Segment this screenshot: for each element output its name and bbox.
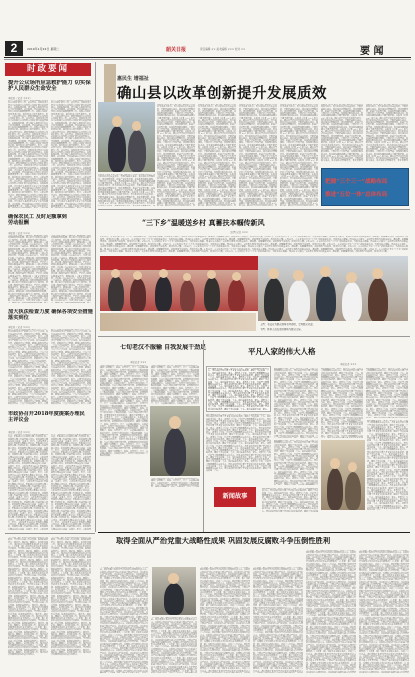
article-3-body-col2: 近日，市领导带队检查春节前安全生产工作，要求各地各部门严格落实安全生产责任制，加大执法检查力度，消除各类安全隐患，确保人民群众度过一个安全祥和的春节。近日，市领导带队检查春节前安全生产工作，要求各地各部门严格落实安全生产责任制，加大执法检查力度，消除各类安全隐患，确保人民群众度过一个安全祥和的春节。近日，市领导带队检查春节前安全生产工作，要求各地各部门严格落实安全生产责任制，加大执法检查力度，消除各类安全隐患，确保人民群众度过一个安全祥和的春节。近日，市领导带队检查春节前安全生产工作，要求各地各部门严格落实安全生产责任制，加大执法检查力度，消除各类安全隐患，确保人民群众度过一个安全祥和的春节。近日，市领导带队检查春节前安全生产工作，要求各地各部门严格落实安全生产责任制，加大执法检查力度，消除各类安全隐患，确保人民群众度过一个安全祥和的春节。近日，市领导带队检查春节前安全生产工作，要求各地各部门严格落实安全生产责任制，加大执法检查力度，消除各类安全隐患，确保人民群众度过一个安全祥和的春节。近日，市领导带队检查春节前安全生产工作，要求各地各部门严格落实安全生产责任制，加大执法检查力度，消除各类安全隐患，确保人民群众度过一个安全祥和的春节。近日，市领导带队检查春节前安全生产工作，要求各地各部门严格落实安全生产责任制，加大执法检查力度，消除各类安全隐患，确保人民群众度过一个安全祥和的春节。近日，市领导带队检查春节前安全生产工作，要求各地各部门严格落实安全生产责任制，加大执法检查力度，消除各类安全隐患，确保人民群众度过一个安全祥和的春节。近日，市领: [51, 329, 91, 405]
lead-body-col5: 本报讯（记者 ××）近年来，确山县坚持以改革创新为动力，着力推动经济高质量发展，不断增进民生福祉。该县深化放管服改革，优化营商环境，推进产业转型升级，加快新型城镇化建设，全面打好三大攻坚战，各项事业取得新成效，群众获得感幸福感安全感不断增强。本报讯（记者 ××）近年来，确山县坚持以改革创新为动力，着力推动经济高质量发展，不断增进民生福祉。该县深化放管服改革，优化营商环境，推进产业转型升级，加快新型城镇化建设，全面打好三大攻坚战，各项事业取得新成效，群众获得感幸福感安全感不断增强。本报讯（记者 ××）近年来，确山县坚持以改革创新为动力，着力推动经济高质量发展，不断增进民生福祉。该县深化放管服改革，优化营商环境，推进产业转型升级，加快新型城镇化建设，全面打好三大攻坚战，各项事业取得新成效，群众获得感幸福感安全感不断增强。本报讯（记者 ××）近年来，确山县坚持以改革创新为动力，着力推动经济高质量发展，不断增进民生福祉。该县深化放管服改革，优化营商环境，推进产业转型升级，加快新型城镇化建设，全面打好三大攻坚战，各项事业取得新成效，群众获得感幸福感安全感不断增强。本报讯（记者 ××）近年来，确山县坚持以改革创新为动力，着力推动经济高质量发展，不断增进民生福祉。该县深化放管服改革，优化营商环: [321, 104, 363, 162]
masthead-paper-name: 韶关日报: [166, 47, 187, 53]
person-head: [348, 462, 357, 472]
person-figure: [327, 468, 343, 510]
person-figure: [204, 277, 220, 311]
story-family-body-col0: 他们是最平凡的一家人，却用几十年如一日的坚守照顾瘫痪在床的亲人，用朴素的行动诠释了孝老爱亲的传统美德，感动了身边的每一个人。他们是最平凡的一家人，却用几十年如一日的坚守照顾瘫痪在床的亲人，用朴素的行动诠释了孝老爱亲的传统美德，感动了身边的每一个人。他们是最平凡的一家人，却用几十年如一日的坚守照顾瘫痪在床的亲人，用朴素的行动诠释了孝老爱亲的传统美德，感动了身边的每一个人。他们是最平凡的一家人，却用几十年如一日的坚守照顾瘫痪在床的亲人，用朴素的行动诠释了孝老爱亲的传统美德，感动了身边的每一个人。他们是最平凡的一家人，却用几十年如一日的坚守照顾瘫痪在床的亲人，用朴素的行动诠释了孝老爱亲的传统美德，感动了身边的每一个人。他们是最平凡的一家人，却用几十年如一日的坚守照顾瘫痪在床的亲人，用朴素的行动诠释了孝老爱亲的传统美德，感动了身边的每一个人。他们是最平凡的一家人，却用几十年如一日的坚守照顾瘫痪在床的亲人，用朴素的行动诠释了孝老爱亲的传统美德，感动了身边的每一个人。他们是最平凡的一家人，却用几十年如一日的坚守照顾瘫痪在床的亲人，用朴素的行动诠释了孝老爱亲的传统美德，感动了身边的每一个人。他们是最平凡的一家人，却用几十年如一日的坚守照顾瘫痪在床的亲人，用朴素的行动诠释了孝老爱亲的传统美德，感动了身边的每一个人。他们是最平凡的一家人，却用几十年如一日的坚守照顾瘫痪在床的亲人，用朴素的行动诠释了孝老爱亲的传统美德，感动了身边的每一个人。他们是最平凡的一家人，却用几十年如一日的坚守照顾瘫痪在床的亲人，用朴素的行动诠释了孝老爱亲的传统美德，感动了身边的每一个人。他们是最平凡的一家人，却用几十年如一日的坚守照顾瘫痪在床的亲人，用朴素的行动诠释了孝老爱亲的传统美德，感动了身边的每一个人。他们是最平凡的一家人，却用几十年如一日的坚守照顾瘫痪在床的亲人，用朴素的行动诠释了孝老爱亲的传统美德，感动了身边的每一个人。: [206, 414, 271, 473]
bottom-body-col4: （上接第一版）习近平在讲话中指出，党的十八大以来，我们着眼于新时代坚持和发展中国特色社会主义，以前所未有的勇气和定力推进全面从严治党，党内政治生活气象更新，党内政治生态明显好转，党的创造力凝聚力战斗力显著增强，全面从严治党取得重大战略性成果，反腐败斗争压倒性态势已经形成并巩固发展。（上接第一版）习近平在讲话中指出，党的十八大以来，我们着眼于新时代坚持和发展中国特色社会主义，以前所未有的勇气和定力推进全面从严治党，党内政治生活气象更新，党内政治生态明显好转，党的创造力凝聚力战斗力显著增强，全面从严治党取得重大战略性成果，反腐败斗争压倒性态势已经形成并巩固发展。（上接第一版）习近平在讲话中指出，党的十八大以来，我们着眼于新时代坚持和发展中国特色社会主义，以前所未有的勇气和定力推进全面从严治党，党内政治生活气象更新，党内政治生态明显好转，党的创造力凝聚力战斗力显著增强，全面从严治党取得重大战略性成果，反腐败斗争压倒性态势已经形成并巩固发展。（上接第一版）习近平在讲话中指出，党的十八大以来，我们着眼于新时代坚持和发展中国特色社会主义，以前所未有的勇气和定力推进全面从严治党，党内政治生活气象更新，党内政治生态明显好转，党的创造力凝聚力战斗力显著增强，全面从严治党取得重大战略性成果，反腐败斗争压倒性态势已经形成并巩固发展。（上接第一版）习近平在讲话中指出，党的十八大以来，我们着眼于新时代坚持和发展中国特色社会主义，以前所未有的勇气和定力推进全面从严治党，党内政治生活气象更新，党内政治生态明显好转，党的创造力凝聚力战斗力显著增强，全面从严治党取得重大战略性成果，反腐败斗争压倒性态势已经形成并巩固发展。（上接第一版）习近平在讲话中指出，党的十八大以来，我们着眼于新时代坚持和发展中国特色社会主义，以前所未有的勇气和定力推进全面从严治党，党内政治生活气象更新，党内政治生态明显好转，党的创造力凝聚力战斗力显著增强，全面从严治党取得重大战略性成果，反腐败斗争压倒性态势已经形成并巩固发展。（上接第一版）习近平在讲话中指出，党的十八大以来，我们着眼于新时代坚持和发展中国特色社会主义，以前所未有的勇气和定力推进全面从严治党，党内政治生活气象更新，党内政治生态明显好转，党的创造力凝聚力战斗力显著增强，全面从严治党取得重大战略性成果，反腐败斗争压倒性态势已经形成并巩固发展。（上接第一版）习近平在讲话中指出，党的十八大以来，我们着眼于新时代坚持和发展中国特色社会主义，以前所未有的勇气和定力推进全面从严治党，党内政治生活气象更新，党内政治生态明显好转，党的创造力凝聚力战斗力显著增强，全面从严治党取得重大战略性成果，反腐败斗争压倒性态势已经形成并巩固发展。（上接第一版）习近平在讲话中指出，党的十八大以来，我们着眼于新时代坚持和发展中国特色社会主: [253, 567, 303, 673]
column-header-title: 时政要闻: [6, 64, 90, 75]
person-figure: [164, 428, 186, 476]
article-1-body-col2: 昨日，市政府召开会议，研究部署提升公众场所应急救护能力工作。会议要求，各地各部门要充分认识提升公众场所应急救护能力的重要意义，加强统筹协调，切实保护人民群众生命安全和身体健康。会议强调，要加快推进公共场所自动体外除颤器配置工作，加强应急救护知识普及培训，提高群众自救互救能力。昨日，市政府召开会议，研究部署提升公众场所应急救护能力工作。会议要求，各地各部门要充分认识提升公众场所应急救护能力的重要意义，加强统筹协调，切实保护人民群众生命安全和身体健康。会议强调，要加快推进公共场所自动体外除颤器配置工作，加强应急救护知识普及培训，提高群众自救互救能力。昨日，市政府召开会议，研究部署提升公众场所应急救护能力工作。会议要求，各地各部门要充分认识提升公众场所应急救护能力的重要意义，加强统筹协调，切实保护人民群众生命安全和身体健康。会议强调，要加快推进公共场所自动体外除颤器配置工作，加强应急救护知识普及培训，提高群众自救互救能力。昨日，市政府召开会议，研究部署提升公众场所应急救护能力工作。会议要求，各地各部门要充分认识提升公众场所应急救护能力的重要意义，加强统筹协调，切实保护人民群众生命安全和身体健康。会议强调，要加快推进公共场所自动体外除颤器配置工作，加强应急救护知识普及培训，提高群众自救互救能力。昨日，市政府召开会议，研究部署提升公众场所应急救护能力工作。会议要求，各地各部门要充分认识提升公众场所应急救护能力的重要意义，加强统筹协调，切实保护人民群众生命安全和身体健康。会议强调，要加快推进公共场所自动体外除颤器配置工作，加强应急救护知识普及培训，提高群众自救互救能力。昨日，市政府召开会议，研究部署提升公众场所应急救护能力工作。会议要求，各地各部门要充分认识提升公众场所应急救护能力的重要意义，加强统筹协调，切实保护人民群众生命安全和身体健康。会议强调，要加快推进公共场所自动体外除颤器配置工作，加强应急救护知识普及培训，提高群众自救互救能力。昨日，市政府召开会议，研究部署提升公众场所应急救护能力工作。会议要求，各地各部门要充分认识提升公众场所应急救护能力的重要意义，加强统筹协调，切实保护人民群众生命安全和身体健康。会议强调，要加快推进公共场所自动体外除颤器配置工作，加强应急救护知识普及培: [51, 100, 91, 208]
person-head: [111, 269, 120, 278]
article-1-body: 昨日，市政府召开会议，研究部署提升公众场所应急救护能力工作。会议要求，各地各部门要充分认识提升公众场所应急救护能力的重要意义，加强统筹协调，切实保护人民群众生命安全和身体健康。会议强调，要加快推进公共场所自动体外除颤器配置工作，加强应急救护知识普及培训，提高群众自救互救能力。昨日，市政府召开会议，研究部署提升公众场所应急救护能力工作。会议要求，各地各部门要充分认识提升公众场所应急救护能力的重要意义，加强统筹协调，切实保护人民群众生命安全和身体健康。会议强调，要加快推进公共场所自动体外除颤器配置工作，加强应急救护知识普及培训，提高群众自救互救能力。昨日，市政府召开会议，研究部署提升公众场所应急救护能力工作。会议要求，各地各部门要充分认识提升公众场所应急救护能力的重要意义，加强统筹协调，切实保护人民群众生命安全和身体健康。会议强调，要加快推进公共场所自动体外除颤器配置工作，加强应急救护知识普及培训，提高群众自救互救能力。昨日，市政府召开会议，研究部署提升公众场所应急救护能力工作。会议要求，各地各部门要充分认识提升公众场所应急救护能力的重要意义，加强统筹协调，切实保护人民群众生命安全和身体健康。会议强调，要加快推进公共场所自动体外除颤器配置工作，加强应急救护知识普及培训，提高群众自救互救能力。昨日，市政府召开会议，研究部署提升公众场所应急救护能力工作。会议要求，各地各部门要充分认识提升公众场所应急救护能力的重要意义，加强统筹协调，切实保护人民群众生命安全和身体健康。会议强调，要加快推进公共场所自动体外除颤器配置工作，加强应急救护知识普及培训，提高群众自救互救能力。昨日，市政府召开会议，研究部署提升公众场所应急救护能力工作。会议要求，各地各部门要充分认识提升公众场所应急救护能力的重要意义，加强统筹协调，切实保护人民群众生命安全和身体健康。会议强调，要加快推进公共场所自动体外除颤器配置工作，加强应急救护知识普及培训，提高群众自救互救能力。昨日，市政府召开会议，研究部署提升公众场所应急救护能力工作。会议要求，各地各部门要充分认识提升公众场所应急救护能力的重要意义，加强统筹协调，切实保护人民群众生命安全和身体健康。会议强调，要加快推进公共场所自动体外除颤器配置工作，加强应急救护知识普及培: [8, 100, 48, 208]
lead-kicker: 惠民生 增福祉: [117, 76, 149, 82]
story-family-body-col4: 他们是最平凡的一家人，却用几十年如一日的坚守照顾瘫痪在床的亲人，用朴素的行动诠释了孝老爱亲的传统美德，感动了身边的每一个人。他们是最平凡的一家人，却用几十年如一日的坚守照顾瘫痪在床的亲人，用朴素的行动诠释了孝老爱亲的传统美德，感动了身边的每一个人。他们是最平凡的一家人，却用几十年如一日的坚守照顾瘫痪在床的亲人，用朴素的行动诠释了孝老爱亲的传统美德，感动了身边的每一个人。他们是最平凡的一家人，却用几十年如一日的坚守照顾瘫痪在床的亲人，用朴素的行动诠释了孝老爱亲的传统美德，感动了身边的每一个人。他们是最平凡的一家人，却用几十年如一日的坚守照顾瘫痪在床的亲人，用朴素的行动诠释了孝老爱亲的传统美德，感动了身边的每一个人。他们是最平凡的一家人，却用几十年如一日的坚守照顾瘫痪在床的亲人，用朴素的行动诠释了孝老爱亲的传统美德，感动了身边的每一个人。他们是最平凡的一家人，却用几十年如一日的坚守照顾瘫痪在床的亲人，用朴素的行动诠释了孝老爱亲的传统美德，感动了身边的每一个人。他们是最平凡: [274, 440, 318, 485]
person-head: [183, 273, 191, 281]
bottom-body-col1: （上接第一版）习近平在讲话中指出，党的十八大以来，我们着眼于新时代坚持和发展中国特色社会主义，以前所未有的勇气和定力推进全面从严治党，党内政治生活气象更新，党内政治生态明显好转，党的创造力凝聚力战斗力显著增强，全面从严治党取得重大战略性成果，反腐败斗争压倒性态势已经形成并巩固发展。（上接第一版）习近平在讲话中指出，党的十八大以来，我们着眼于新时代坚持和发展中国特色社会主义，以前所未有的勇气和定力推进全面从严治党，党内政治生活气象更新，党内政治生态明显好转，党的创造力凝聚力战斗力显著增强，全面从严治党取得重大战略性成果，反腐败斗争压倒性态势已经形成并巩固发展。（上接第一版）习近平在讲话中指出，党的十八大以来，我们着眼于新时代坚持和发展中国特色社会主义，以前所未有的勇气和定力推进全面从严治党，党内政治生活气象更新，党内政治生态明显好转，党的创造力凝聚力战斗力显著增强，全面从严治党取得重大战略性成果，反腐败斗争压倒性态势已经形成并巩固发展。（上接第一版）习近平在讲话中指出，党的十八大以来，我们着眼于新时代坚持和发展中国特色社会主义，以前所未有的勇气和定力推进全面从严治党，党内政治生活气象更新，党内政治生态明显好转，党的创造力凝聚力战斗力显著增强，全面从严治党取得重大战略性成果，反腐败斗争压倒性态势已经形成并巩固发展。（上接第一版）习近平在讲话中指出，党的十八大以来，我们着眼于新时代坚持和发展中国特色社会主义，以前所未有的勇气和定力推进全面从严治党，党内政治生活气象更新，党内政治生态明显好转，党的创造力凝聚力战斗力显著增强，全面从严治党取得重大战略性成果，反腐败斗争压倒性态势已经形成并巩固发展。（上接第一版）习近平在讲话中指出，党的十八大以来，我们着眼于新时代坚持和发展中国特色社会主义，以前所未有的勇气和定力推进全面从严治党，党内政治生活气象更新，党内政治生态明显好转，党的创造力凝聚力战斗力显著增强，全面从严治党取得重大战略性成果，反腐败斗争压倒性态势已经形成并巩固发展。（上接第一版）习近平在讲话中指出，党的十八大以来，我们着眼于新时代坚持和发展中国特色社会主义，以前所未有的勇气和定力推进全面从严治党，党内政治生活气象更新，党内政治生态明显好转，党的创造力凝聚力战斗力显著增强，全面从严治党取得重大战略性成果，反腐败斗争压倒性态势已经形成并巩固发展。（上接第一版）习近平在讲话中指出，党的十八大以来，我们着眼于新时代坚持和发展中国特色社会主义，以前所未有的勇气和定力推进全面从严治党，党内政治生活气象更新，党内政治生态明显好转，党的创造力凝聚力战斗力显著增强，全面从严治党取得重大战略性成果，反腐败斗争压倒性态势已经形成并巩: [100, 567, 148, 673]
lead-body-col3: 本报讯（记者 ××）近年来，确山县坚持以改革创新为动力，着力推动经济高质量发展，不断增进民生福祉。该县深化放管服改革，优化营商环境，推进产业转型升级，加快新型城镇化建设，全面打好三大攻坚战，各项事业取得新成效，群众获得感幸福感安全感不断增强。本报讯（记者 ××）近年来，确山县坚持以改革创新为动力，着力推动经济高质量发展，不断增进民生福祉。该县深化放管服改革，优化营商环境，推进产业转型升级，加快新型城镇化建设，全面打好三大攻坚战，各项事业取得新成效，群众获得感幸福感安全感不断增强。本报讯（记者 ××）近年来，确山县坚持以改革创新为动力，着力推动经济高质量发展，不断增进民生福祉。该县深化放管服改革，优化营商环境，推进产业转型升级，加快新型城镇化建设，全面打好三大攻坚战，各项事业取得新成效，群众获得感幸福感安全感不断增强。本报讯（记者 ××）近年来，确山县坚持以改革创新为动力，着力推动经济高质量发展，不断增进民生福祉。该县深化放管服改革，优化营商环境，推进产业转型升级，加快新型城镇化建设，全面打好三大攻坚战，各项事业取得新成效，群众获得感幸福感安全感不断增强。本报讯（记者 ××）近年来，确山县坚持以改革创新为动力，着力推动经济高质量发展，不断增进民生福祉。该县深化放管服改革，优化营商环境，推进产业转型升级，加快新型城镇化建设，全面打好三大攻坚战，各项事业取得新成效，群众获得感幸福感安全感不断增强。本报讯（记者 ××）近年来，确山县坚持以改革创新为动力，着力推动经济高质量发展，不断增进民生福祉。该县深化放管服改革，优化营商环境，推进产业转型升级，加快新型城镇化建设，全面打好三大攻坚战，各项事业取得新成效，群众获得感幸福感安全感不断增强。本报讯（记者 ××）近年来，确山县坚持以改革创新为动力，着力推动经济高质量发展，不断增进民生福祉。该县深化放管服改革，优化营商环境，推进产业转型升级，加快新型城镇化建设，全面打好三大攻坚战，各项事业取得新成效，群众获得感幸福感安全感不断增强。本报讯（记者 ××）: [239, 104, 277, 205]
article-2-body-col2: 为切实维护农民工合法权益，确保农民工及时足额拿到劳动报酬，我市近日开展根治欠薪冬季专项行动，对在建工程项目进行全面排查，严厉打击恶意欠薪违法行为，确保农民工工资支付情况平稳，让农民工安心返乡过年。为切实维护农民工合法权益，确保农民工及时足额拿到劳动报酬，我市近日开展根治欠薪冬季专项行动，对在建工程项目进行全面排查，严厉打击恶意欠薪违法行为，确保农民工工资支付情况平稳，让农民工安心返乡过年。为切实维护农民工合法权益，确保农民工及时足额拿到劳动报酬，我市近日开展根治欠薪冬季专项行动，对在建工程项目进行全面排查，严厉打击恶意欠薪违法行为，确保农民工工资支付情况平稳，让农民工安心返乡过年。为切实维护农民工合法权益，确保农民工及时足额拿到劳动报酬，我市近日开展根治欠薪冬季专项行动，对在建工程项目进行全面排查，严厉打击恶意欠薪违法行为，确保农民工工资支付情况平稳，让农民工安心返乡过年。为切实维护农民工合法权益，确保农民工及时足额拿到劳动报酬，我市近日开展根治欠薪冬季专项行动，对在建工程项目进行全面排查，严厉打击恶意欠薪违法行为，确保农民工工资支付情况平稳，让农民工安心返乡过年。为切实维护农民工合法权益，确保农民工及时足额拿到劳动报酬，我市近日开展根治欠薪冬季专项行动，对在建工程项目进行全面排查，严厉打击恶意欠薪违法行为，确保农民工工资支付情况平稳，让农民工安心返乡过年。为切实维护农民工合法权: [51, 235, 91, 303]
person-head: [133, 271, 142, 280]
bottom-body-col5: （上接第一版）习近平在讲话中指出，党的十八大以来，我们着眼于新时代坚持和发展中国特色社会主义，以前所未有的勇气和定力推进全面从严治党，党内政治生活气象更新，党内政治生态明显好转，党的创造力凝聚力战斗力显著增强，全面从严治党取得重大战略性成果，反腐败斗争压倒性态势已经形成并巩固发展。（上接第一版）习近平在讲话中指出，党的十八大以来，我们着眼于新时代坚持和发展中国特色社会主义，以前所未有的勇气和定力推进全面从严治党，党内政治生活气象更新，党内政治生态明显好转，党的创造力凝聚力战斗力显著增强，全面从严治党取得重大战略性成果，反腐败斗争压倒性态势已经形成并巩固发展。（上接第一版）习近平在讲话中指出，党的十八大以来，我们着眼于新时代坚持和发展中国特色社会主义，以前所未有的勇气和定力推进全面从严治党，党内政治生活气象更新，党内政治生态明显好转，党的创造力凝聚力战斗力显著增强，全面从严治党取得重大战略性成果，反腐败斗争压倒性态势已经形成并巩固发展。（上接第一版）习近平在讲话中指出，党的十八大以来，我们着眼于新时代坚持和发展中国特色社会主义，以前所未有的勇气和定力推进全面从严治党，党内政治生活气象更新，党内政治生态明显好转，党的创造力凝聚力战斗力显著增强，全面从严治党取得重大战略性成果，反腐败斗争压倒性态势已经形成并巩固发展。（上接第一版）习近平在讲话中指出，党的十八大以来，我们着眼于新时代坚持和发展中国特色社会主义，以前所未有的勇气和定力推进全面从严治党，党内政治生活气象更新，党内政治生态明显好转，党的创造力凝聚力战斗力显著增强，全面从严治党取得重大战略性成果，反腐败斗争压倒性态势已经形成并巩固发展。（上接第一版）习近平在讲话中指出，党的十八大以来，我们着眼于新时代坚持和发展中国特色社会主义，以前所未有的勇气和定力推进全面从严治党，党内政治生活气象更新，党内政治生态明显好转，党的创造力凝聚力战斗力显著增强，全面从严治党取得重大战略性成果，反腐败斗争压倒性态势已经形成并巩固发展。（上接第一版）习近平在讲话中指出，党的十八大以来，我们着眼于新时代坚持和发展中国特色社会主义，以前所未有的勇气和定力推进全面从严治党，党内政治生活气象更新，党内政治生态明显好转，党的创造力凝聚力战斗力显著增强，全面从严治党取得重大战略性成果，反腐败斗争压倒性态势已经形成并巩固发展。（上接第一版）习近平在讲话中指出，党的十八大以来，我们着眼于新时代坚持和发展中国特色社会主义，以前所未有的勇气和定力推进全面从严治党，党内政治生活气象更新，党内政治生态明显好转，党的创造力凝聚力战斗力显著增强，全面从严治党取得重大战略性成果，反腐败斗争压倒性态势已经形成并巩固发展。（上接第一版）习近平在讲话中指出，党的十八大以来，我们着眼于新时代坚持和发展中国特色社会主义，以前所未有的勇气和定力推进全面从严治党，党内政治生活气象更新，党内政治生态明显好转，党的创造力凝聚力战斗力显著增强，全面从严治党取得重大战略性成果，反腐败斗争压倒性态势已经形成并巩固发展。（上接第一版）习近平在讲话中指出，党的十八大以来，我们着眼于新时代坚持和发展中国特色社会主义，以前所未有的勇气和定力推进全面从严治党，党内政治生活气象更新，党内政治生态明显好转，党的创造力凝聚力战斗力显著增: [306, 550, 356, 673]
person-head: [372, 268, 383, 279]
feature-title: “三下乡”温暖送乡村 真蓄扶本帼传新风: [142, 219, 265, 227]
lead-body-col4: 本报讯（记者 ××）近年来，确山县坚持以改革创新为动力，着力推动经济高质量发展，不断增进民生福祉。该县深化放管服改革，优化营商环境，推进产业转型升级，加快新型城镇化建设，全面打好三大攻坚战，各项事业取得新成效，群众获得感幸福感安全感不断增强。本报讯（记者 ××）近年来，确山县坚持以改革创新为动力，着力推动经济高质量发展，不断增进民生福祉。该县深化放管服改革，优化营商环境，推进产业转型升级，加快新型城镇化建设，全面打好三大攻坚战，各项事业取得新成效，群众获得感幸福感安全感不断增强。本报讯（记者 ××）近年来，确山县坚持以改革创新为动力，着力推动经济高质量发展，不断增进民生福祉。该县深化放管服改革，优化营商环境，推进产业转型升级，加快新型城镇化建设，全面打好三大攻坚战，各项事业取得新成效，群众获得感幸福感安全感不断增强。本报讯（记者 ××）近年来，确山县坚持以改革创新为动力，着力推动经济高质量发展，不断增进民生福祉。该县深化放管服改革，优化营商环境，推进产业转型升级，加快新型城镇化建设，全面打好三大攻坚战，各项事业取得新成效，群众获得感幸福感安全感不断增强。本报讯（记者 ××）近年来，确山县坚持以改革创新为动力，着力推动经济高质量发展，不断增进民生福祉。该县深化放管服改革，优化营商环境，推进产业转型升级，加快新型城镇化建设，全面打好三大攻坚战，各项事业取得新成效，群众获得感幸福感安全感不断增强。本报讯（记者 ××）近年来，确山县坚持以改革创新为动力，着力推动经济高质量发展，不断增进民生福祉。该县深化放管服改革，优化营商环境，推进产业转型升级，加快新型城镇化建设，全面打好三大攻坚战，各项事业取得新成效，群众获得感幸福感安全感不断增强。本报讯（记者 ××）近年来，确山县坚持以改革创新为动力，着力推动经济高质量发展，不断增进民生福祉。该县深化放管服改革，优化营商环境，推进产业转型升级，加快新型城镇化建设，全面打好三大攻坚战，各项事业取得新成效，群众获得感幸福感安全感不断增强。本报讯（记者 ××）: [280, 104, 318, 205]
slogan-line-1: 把握“三个三一”战略布局: [325, 179, 388, 185]
news-story-label: 新闻故事: [214, 487, 256, 507]
story-elderly-title: 七旬老汉不服输 自我发展干劲足: [120, 344, 207, 351]
lead-title: 确山县以改革创新提升发展质效: [117, 85, 327, 102]
column-header-box: [5, 63, 91, 76]
lead-body-col2: 本报讯（记者 ××）近年来，确山县坚持以改革创新为动力，着力推动经济高质量发展，不断增进民生福祉。该县深化放管服改革，优化营商环境，推进产业转型升级，加快新型城镇化建设，全面打好三大攻坚战，各项事业取得新成效，群众获得感幸福感安全感不断增强。本报讯（记者 ××）近年来，确山县坚持以改革创新为动力，着力推动经济高质量发展，不断增进民生福祉。该县深化放管服改革，优化营商环境，推进产业转型升级，加快新型城镇化建设，全面打好三大攻坚战，各项事业取得新成效，群众获得感幸福感安全感不断增强。本报讯（记者 ××）近年来，确山县坚持以改革创新为动力，着力推动经济高质量发展，不断增进民生福祉。该县深化放管服改革，优化营商环境，推进产业转型升级，加快新型城镇化建设，全面打好三大攻坚战，各项事业取得新成效，群众获得感幸福感安全感不断增强。本报讯（记者 ××）近年来，确山县坚持以改革创新为动力，着力推动经济高质量发展，不断增进民生福祉。该县深化放管服改革，优化营商环境，推进产业转型升级，加快新型城镇化建设，全面打好三大攻坚战，各项事业取得新成效，群众获得感幸福感安全感不断增强。本报讯（记者 ××）近年来，确山县坚持以改革创新为动力，着力推动经济高质量发展，不断增进民生福祉。该县深化放管服改革，优化营商环境，推进产业转型升级，加快新型城镇化建设，全面打好三大攻坚战，各项事业取得新成效，群众获得感幸福感安全感不断增强。本报讯（记者 ××）近年来，确山县坚持以改革创新为动力，着力推动经济高质量发展，不断增进民生福祉。该县深化放管服改革，优化营商环境，推进产业转型升级，加快新型城镇化建设，全面打好三大攻坚战，各项事业取得新成效，群众获得感幸福感安全感不断增强。本报讯（记者 ××）近年来，确山县坚持以改革创新为动力，着力推动经济高质量发展，不断增进民生福祉。该县深化放管服改革，优化营商环境，推进产业转型升级，加快新型城镇化建设，全面打好三大攻坚战，各项事业取得新成效，群众获得感幸福感安全感不断增强。本报讯（记者 ××）: [198, 104, 236, 205]
person-figure: [108, 126, 126, 172]
story-elderly-byline: 本报记者 ×××: [130, 361, 147, 364]
story-elderly-body-col3: 年过七旬的老张不等不靠，依靠勤劳双手发展种养业，摘掉了贫困帽子。他说，只要肯干，日子一定会越过越红火。在他的带动下，村里不少群众也走上了脱贫致富路。年过七旬的老张不等不靠，依靠勤劳双手发展种养: [151, 478, 199, 487]
person-figure: [128, 130, 146, 172]
story-family-byline: 本报记者 ×××: [340, 363, 357, 366]
bottom-body-col3: （上接第一版）习近平在讲话中指出，党的十八大以来，我们着眼于新时代坚持和发展中国特色社会主义，以前所未有的勇气和定力推进全面从严治党，党内政治生活气象更新，党内政治生态明显好转，党的创造力凝聚力战斗力显著增强，全面从严治党取得重大战略性成果，反腐败斗争压倒性态势已经形成并巩固发展。（上接第一版）习近平在讲话中指出，党的十八大以来，我们着眼于新时代坚持和发展中国特色社会主义，以前所未有的勇气和定力推进全面从严治党，党内政治生活气象更新，党内政治生态明显好转，党的创造力凝聚力战斗力显著增强，全面从严治党取得重大战略性成果，反腐败斗争压倒性态势已经形成并巩固发展。（上接第一版）习近平在讲话中指出，党的十八大以来，我们着眼于新时代坚持和发展中国特色社会主义，以前所未有的勇气和定力推进全面从严治党，党内政治生活气象更新，党内政治生态明显好转，党的创造力凝聚力战斗力显著增强，全面从严治党取得重大战略性成果，反腐败斗争压倒性态势已经形成并巩固发展。（上接第一版）习近平在讲话中指出，党的十八大以来，我们着眼于新时代坚持和发展中国特色社会主义，以前所未有的勇气和定力推进全面从严治党，党内政治生活气象更新，党内政治生态明显好转，党的创造力凝聚力战斗力显著增强，全面从严治党取得重大战略性成果，反腐败斗争压倒性态势已经形成并巩固发展。（上接第一版）习近平在讲话中指出，党的十八大以来，我们着眼于新时代坚持和发展中国特色社会主义，以前所未有的勇气和定力推进全面从严治党，党内政治生活气象更新，党内政治生态明显好转，党的创造力凝聚力战斗力显著增强，全面从严治党取得重大战略性成果，反腐败斗争压倒性态势已经形成并巩固发展。（上接第一版）习近平在讲话中指出，党的十八大以来，我们着眼于新时代坚持和发展中国特色社会主义，以前所未有的勇气和定力推进全面从严治党，党内政治生活气象更新，党内政治生态明显好转，党的创造力凝聚力战斗力显著增强，全面从严治党取得重大战略性成果，反腐败斗争压倒性态势已经形成并巩固发展。（上接第一版）习近平在讲话中指出，党的十八大以来，我们着眼于新时代坚持和发展中国特色社会主义，以前所未有的勇气和定力推进全面从严治党，党内政治生活气象更新，党内政治生态明显好转，党的创造力凝聚力战斗力显著增强，全面从严治党取得重大战略性成果，反腐败斗争压倒性态势已经形成并巩固发展。（上接第一版）习近平在讲话中指出，党的十八大以来，我们着眼于新时代坚持和发展中国特色社会主义，以前所未有的勇气和定力推进全面从严治党，党内政治生活气象更新，党内政治生态明显好转，党的创造力凝聚力战斗力显著增强，全面从严治党取得重大战略性成果，反腐败斗争压倒性态势已经形成并巩固发展。（上接第一版）习近平在讲话中指出，党的十八大以来，我们着眼于新时代坚持和发展中国特色社会主: [200, 567, 250, 673]
person-figure: [264, 278, 284, 321]
story-family-body-col6: 他们是最平凡的一家人，却用几十年如一日的坚守照顾瘫痪在床的亲人，用朴素的行动诠释了孝老爱亲的传统美德，感动了身边的每一个人。他们是最平凡的一家人，却用几十年如一日的坚守照顾瘫痪在床的亲人，用朴素的行动诠释了孝老爱亲的传统美德，感动了身边的每一个人。他们是最平凡的一家人，却用几十年如一日的坚守照顾瘫痪在床的亲人，用朴素的行动诠释了孝老爱亲的传统美德，感动了身边的每一个人。他们是最平凡的一家人，却用几十年如一日的坚守照顾瘫痪在床的亲人，用朴素的行动诠释了孝老爱亲的传统美德，感动了身边的每一个人。他们是最平凡的一家人，却用几十年如一日的坚守照顾瘫痪在床的亲人，用朴素的行动诠释了孝老爱亲的传统美德，感动了身边的每: [262, 488, 318, 512]
masthead-date: 2019年1月22日 星期二: [27, 47, 60, 51]
person-head: [268, 268, 279, 279]
bottom-section-rule: [98, 532, 410, 533]
feature-photo-top: [100, 256, 258, 311]
person-head: [320, 266, 331, 277]
person-figure: [345, 472, 361, 510]
feature-bottom-rule: [98, 336, 410, 337]
person-figure: [130, 278, 146, 311]
lead-photo-main: [98, 102, 155, 172]
slogan-line-2: 推进“五位一体”总体布局: [325, 192, 388, 198]
article-2-body: 为切实维护农民工合法权益，确保农民工及时足额拿到劳动报酬，我市近日开展根治欠薪冬季专项行动，对在建工程项目进行全面排查，严厉打击恶意欠薪违法行为，确保农民工工资支付情况平稳，让农民工安心返乡过年。为切实维护农民工合法权益，确保农民工及时足额拿到劳动报酬，我市近日开展根治欠薪冬季专项行动，对在建工程项目进行全面排查，严厉打击恶意欠薪违法行为，确保农民工工资支付情况平稳，让农民工安心返乡过年。为切实维护农民工合法权益，确保农民工及时足额拿到劳动报酬，我市近日开展根治欠薪冬季专项行动，对在建工程项目进行全面排查，严厉打击恶意欠薪违法行为，确保农民工工资支付情况平稳，让农民工安心返乡过年。为切实维护农民工合法权益，确保农民工及时足额拿到劳动报酬，我市近日开展根治欠薪冬季专项行动，对在建工程项目进行全面排查，严厉打击恶意欠薪违法行为，确保农民工工资支付情况平稳，让农民工安心返乡过年。为切实维护农民工合法权益，确保农民工及时足额拿到劳动报酬，我市近日开展根治欠薪冬季专项行动，对在建工程项目进行全面排查，严厉打击恶意欠薪违法行为，确保农民工工资支付情况平稳，让农民工安心返乡过年。为切实维护农民工合法权益，确保农民工及时足额拿到劳动报酬，我市近日开展根治欠薪冬季专项行动，对在建工程项目进行全面排查，严厉打击恶意欠薪违法行为，确保农民工工资支付情况平稳，让农民工安心返乡过年。为切实维护农民工合法权: [8, 235, 48, 303]
person-head: [168, 573, 179, 584]
person-head: [232, 272, 241, 281]
article-3-title: 加大执法检查力度 确保各项安全措施落实到位: [8, 309, 93, 322]
person-figure: [228, 279, 245, 311]
lead-bottom-rule: [98, 209, 410, 210]
story-family-body-col3: 他们是最平凡的一家人，却用几十年如一日的坚守照顾瘫痪在床的亲人，用朴素的行动诠释了孝老爱亲的传统美德，感动了身边的每一个人。他们是最平凡的一家人，却用几十年如一日的坚守照顾瘫痪在床的亲人，用朴素的行动诠释了孝老爱亲的传统美德，感动了身边的每一个人。他们是最平凡的一家人，却用几十年如一日的坚守照顾瘫痪在床的亲人，用朴素的行动诠释了孝老爱亲的传统美德，感动了身边的每一个人。他们是最平凡的一家人，却用几十年如一日的坚守照顾瘫痪在床的亲人，用朴素的行动诠释了孝老爱亲的传统美德，感动了身边的每一个人。他们是最平凡的一家人，却用几十年如一日的坚守照顾瘫痪在床的亲人，用朴素的行动诠释了孝老爱亲的传统美德，感动了身边的每一个人。他们是最平凡的一家人，却用几十年如一日的坚守照顾瘫痪在床的亲人，用朴素的行动诠释了孝老爱亲的传统美德，感动了身边的每一个人。他们是最平凡的一家人，却用几十年如一日的坚守照顾瘫痪在床的亲人，用朴素的行动诠释了孝老爱亲的传统美德，感动了身边的每一个人。他们是最平凡的一家人，却用几十年如一日的坚守照顾瘫痪在床: [366, 368, 408, 418]
article-4-body: 昨日，市政协召开2018年度提案办理民主评议会，听取承办单位提案办理工作情况汇报，对提案办理工作进行民主评议，推动提案办理质量和实效进一步提升。昨日，市政协召开2018年度提案办理民主评议会，听取承办单位提案办理工作情况汇报，对提案办理工作进行民主评议，推动提案办理质量和实效进一步提升。昨日，市政协召开2018年度提案办理民主评议会，听取承办单位提案办理工作情况汇报，对提案办理工作进行民主评议，推动提案办理质量和实效进一步提升。昨日，市政协召开2018年度提案办理民主评议会，听取承办单位提案办理工作情况汇报，对提案办理工作进行民主评议，推动提案办理质量和实效进一步提升。昨日，市政协召开2018年度提案办理民主评议会，听取承办单位提案办理工作情况汇报，对提案办理工作进行民主评议，推动提案办理质量和实效进一步提升。昨日，市政协召开2018年度提案办理民主评议会，听取承办单位提案办理工作情况汇报，对提案办理工作进行民主评议，推动提案办理质量和实效进一步提升。昨日，市政协召开2018年度提案办理民主评议会，听取承办单位提案办理工作情况汇报，对提案办理工作进行民主评议，推动提案办理质量和实效进一步提升。昨日，市政协召开2018年度提案办理民主评议会，听取承办单位提案办理工作情况汇报，对提案办理工作进行民主评议，推动提案办理质量和实效进一步提升。昨日，市政协召开2018年度提案办理民主评议会，听取承办单位提案办理工作情况汇报，对提案办理工作进行民主评议，推动提案办理质量和实效进一步提升。昨日，市政协召开2018年度提案办理民主评议会，听取承办单位提案办理工作情况汇报，对提案办理工作进行民主评议，推动提案办理质量和实效进一步提升。昨日，市政协召开2018年度提案办理民主评议会，听取承办单位提案办理工作情况汇报，对提案办理工作进行民主评议，推动提案办理质量和实效进一步提升。昨日，市政协召开2018年度提案办理民主评议会，听取承办单位提案办理工作情况汇报，对提案办理工作进行民主评议，推动提案办理质量和实效进一步提升。昨日，市政协召: [8, 434, 48, 530]
story-family-body-col1: 他们是最平凡的一家人，却用几十年如一日的坚守照顾瘫痪在床的亲人，用朴素的行动诠释了孝老爱亲的传统美德，感动了身边的每一个人。他们是最平凡的一家人，却用几十年如一日的坚守照顾瘫痪在床的亲人，用朴素的行动诠释了孝老爱亲的传统美德，感动了身边的每一个人。他们是最平凡的一家人，却用几十年如一日的坚守照顾瘫痪在床的亲人，用朴素的行动诠释了孝老爱亲的传统美德，感动了身边的每一个人。他们是最平凡的一家人，却用几十年如一日的坚守照顾瘫痪在床的亲人，用朴素的行动诠释了孝老爱亲的传统美德，感动了身边的每一个人。他们是最平凡的一家人，却用几十年如一日的坚守照顾瘫痪在床的亲人，用朴素的行动诠释了孝老爱亲的传统美德，感动了身边的每一个人。他们是最平凡的一家人，却用几十年如一日的坚守照顾瘫痪在床的亲人，用朴素的行动诠释了孝老爱亲的传统美德，感动了身边的每一个人。他们是最平凡的一家人，却用几十年如一日的坚守照顾瘫痪在床的亲人，用朴素的行动诠释了孝老爱亲的传统美德，感动了身边的每一个人。他们是最平凡的一家人，却用几十年如一日的坚守照顾瘫痪在床的亲人，用朴素的行动诠释了孝老爱亲的传统美德，感动了身边的每一个人。他们是最平凡的一家人，却用几十年如一日的坚守照顾瘫痪在床的亲人，用朴素的行动诠释了孝老爱亲的传统美德，感动了身边的每一个人。他们是最平凡的一家人，却用几十年如一日的坚守照顾瘫痪在床的亲人，用朴素的行动诠释了孝老爱亲的传统美德，感动了身边的每一个人。他们是最平凡的一家人，却用几十年如一日的坚守照顾瘫痪在床的亲人，用朴素的行动诠释了孝老爱亲的传统美德，感动了身边的每一个: [274, 368, 318, 438]
left-column-divider: [95, 62, 96, 532]
lead-body-col6: 本报讯（记者 ××）近年来，确山县坚持以改革创新为动力，着力推动经济高质量发展，不断增进民生福祉。该县深化放管服改革，优化营商环境，推进产业转型升级，加快新型城镇化建设，全面打好三大攻坚战，各项事业取得新成效，群众获得感幸福感安全感不断增强。本报讯（记者 ××）近年来，确山县坚持以改革创新为动力，着力推动经济高质量发展，不断增进民生福祉。该县深化放管服改革，优化营商环境，推进产业转型升级，加快新型城镇化建设，全面打好三大攻坚战，各项事业取得新成效，群众获得感幸福感安全感不断增强。本报讯（记者 ××）近年来，确山县坚持以改革创新为动力，着力推动经济高质量发展，不断增进民生福祉。该县深化放管服改革，优化营商环境，推进产业转型升级，加快新型城镇化建设，全面打好三大攻坚战，各项事业取得新成效，群众获得感幸福感安全感不断增强。本报讯（记者 ××）近年来，确山县坚持以改革创新为动力，着力推动经济高质量发展，不断增进民生福祉。该县深化放管服改革，优化营商环境，推进产业转型升级，加快新型城镇化建设，全面打好三大攻坚战，各项事业取得新成效，群众获得感幸福感安全感不断增强。本报讯（记者 ××）近年来，确山县坚持以改革创新为动力，着力推动经济高质量发展，不断增进民生福祉。该县深化放管服改革，优化营商环: [366, 104, 408, 162]
feature-byline: 文/图 记者 ×××: [230, 231, 248, 234]
article-2-byline: 本报讯（记者 ×××）: [8, 232, 32, 235]
feature-caption-2: 下图：医务人员在活动现场为群众义诊。: [260, 328, 304, 331]
bottom-left-rule: [5, 533, 95, 534]
article-4-title: 市政协召开2018年度提案办理民主评议会: [8, 411, 85, 424]
person-figure: [155, 276, 172, 311]
story-family-title: 平凡人家的伟大人格: [248, 347, 316, 356]
feature-body: 1月21日，市文化科技卫生“三下乡”活动走进乡村，为群众送去春联、图书和文艺演出，义诊医生现场为村民量血压、测血糖、讲解健康知识，活动现场气氛热烈，群众纷纷点赞。1月21日，市文化科技卫生“三下乡”活动走进乡村，为群众送去春联、图书和文艺演出，义诊医生现场为村民量血压、测血糖、讲解健康知识，活动现场气氛热烈，群众纷纷点赞。1月21日，市文化科技卫生“三下乡”活动走进乡村，为群众送去春联、图书和文艺演出，义诊医生现场为村民量血压、测血糖、讲解健康知识，活动现场气氛热烈，群众纷纷点赞。1月21日，市文化科技卫生“三下乡”活动走进乡村，为群众送去春联、图书和文艺演出，义诊医生现场为村民量血压、测血糖、讲解健康知识，活动现场气氛热烈，群众纷纷点赞。1月21日，市文化科技卫生“三下乡”活动走进乡村，为群众送去春联、图书和文艺演出，义诊医生现场为村民量血压、测血糖、讲解健康知识，活动现场气氛热烈，群众纷纷点赞。1月21日，市文化科技卫生“三下乡”活动走进乡村，为群众送去春联、图书和文艺演出，义诊医生现场为村民量血压、测血糖、讲解健康知识，活动现场气氛热烈，群众纷纷点赞。1月21日，市文化科技卫生“三下乡”活动走进乡村，为群众送去春联、图书和文艺演出，义诊医生现场为村民量血压、测血糖、讲解健康知识，活动现场气氛热烈，群众纷纷点赞。1月21日，市文化科技卫生“三下乡”活动走进乡村，为群众送去春联、图书和文艺演出，义诊医生现场为村民量血压、测血糖、讲解健康知识，活动现场气氛热烈，群众纷纷点赞。1月21日，市文化科技卫生“三下乡”活动走进乡村，为群众送去春联、图书和文艺演出，义诊医生现场为村民量血压、测血糖、讲解健康知识，活动现场气氛热烈，群众纷纷点赞。1月21日，市文化科技卫生“三下乡”活动走进乡村，为群众送去春联、图书和文艺演出，义诊医生现场为村民量血压、测血糖、讲解健康知识，活动现场气氛热烈，群众纷纷点赞。1月21日，市文化科技卫生“三下乡”活动走进乡村，为群众送去春联、图书和文艺演出，义诊医生现场为村民量血压、测血糖、讲解健康知识，活动现场气氛热烈，群众纷纷点赞。1月21日，市文化科技卫生“三下乡”活动走进乡村，为群众送去春联、图书和文艺演出，义诊医生现场为村民量血压、测血糖、讲解健康知识，活动现场气氛热烈，群众纷纷点赞。1月21日，市文化科技卫生“三下乡”活动走进乡村，为群众送去春联、图书和文艺演出，义诊医生现场为村民量血压、测血糖、讲解健康知识，活动现场气氛热烈，群众纷纷点赞。: [100, 236, 408, 253]
page-number-badge: 2: [5, 41, 23, 56]
bottom-photo: [152, 567, 196, 615]
bottom-title: 取得全面从严治党重大战略性成果 巩固发展反腐败斗争压倒性胜利: [116, 537, 331, 545]
section-title: 要 闻: [360, 46, 384, 57]
person-head: [132, 121, 141, 131]
person-head: [207, 270, 216, 279]
person-head: [159, 269, 168, 278]
article-4-byline: 本报讯（记者 ×××）: [8, 431, 32, 434]
lead-body-col0: 本报讯（记者 ××）近年来，确山县坚持以改革创新为动力，着力推动经济高质量发展，不断增进民生福祉。该县深化放管服改革，优化营商环境，推进产业转型升级，加快新型城镇化建设，全面打好三大攻坚战，各项事业取得新成效，群众获得感幸福感安全感不断增强。本报讯（记者 ××）近年来，确山县坚持以改革创新为动力，着力推动经济高质量发展，不断增进民生福祉。该县深化放管服改革，优化营商环境，推进产业转型升级，加快新型城镇化建设，全面打好三大攻坚战，各项事业取得新成效，群众获得感幸福感安全感不断增强。本报讯（记者 ××）近年来，确山县坚持以改革创新为动力，着力推动经济高质量发展，不断增进民生福祉。该县深化放管服改革，优化营商环境，推进产业转型升级，加快新型城镇化建设，全面打好三大攻坚战，各项事业取得新成效，群众获得感幸福感安全感不断增强。本报讯（记者 ××）近年来，确山县坚持以改革创新为动力，着力推动: [98, 174, 155, 206]
person-figure: [316, 276, 336, 321]
article-1-byline: 本报讯（记者 李××）: [8, 97, 32, 100]
person-figure: [288, 280, 310, 321]
bottom-left-body-col1: （上接第一版）推动形成更高水平的对外开放格局，坚持稳中求进工作总基调，统筹推进稳增长、促改革、调结构、惠民生、防风险各项工作，保持经济持续健康发展和社会大局稳定。（上接第一版）推动形成更高水平的对外开放格局，坚持稳中求进工作总基调，统筹推进稳增长、促改革、调结构、惠民生、防风险各项工作，保持经济持续健康发展和社会大局稳定。（上接第一版）推动形成更高水平的对外开放格局，坚持稳中求进工作总基调，统筹推进稳增长、促改革、调结构、惠民生、防风险各项工作，保持经济持续健康发展和社会大局稳定。（上接第一版）推动形成更高水平的对外开放格局，坚持稳中求进工作总基调，统筹推进稳增长、促改革、调结构、惠民生、防风险各项工作，保持经济持续健康发展和社会大局稳定。（上接第一版）推动形成更高水平的对外开放格局，坚持稳中求进工作总基调，统筹推进稳增长、促改革、调结构、惠民生、防风险各项工作，保持经济持续健康发展和社会大局稳定。（上接第一版）推动形成更高水平的对外开放格局，坚持稳中求进工作总基调，统筹推进稳增长、促改革、调结构、惠民生、防风险各项工作，保持经济持续健康发展和社会大局稳定。（上接第一版）推动形成更高水平的对外开放格局，坚持稳中求进工作总基调，统筹推进稳增长、促改革、调结构、惠民生、防风险各项工作，保持经济持续健康发展和社会大局稳定。（上接第一版）推动形成更高水平的对外开放格局，坚持稳中求进工作总基调，统筹推进稳增长、促改革、调结构、惠民生、防风险各项工作，保持经济持续健康发展和社会大局稳定。（上接第一版）推动形成更高水平的对外开放格局，坚持稳中求进工作总基调，统筹推进稳增长、促改革、调结构、惠民生、防风险各项工作，保持经济持续健康发展和社会大局稳定。（上接第一版）推动形成更高水平的对外开放格局，坚持稳中求进工作总基调，统筹推进稳增长、促改革、调结构、惠民生、防风险各项工作，保持经济持续健康发展和社会大局稳定。（上接第一版）推动形成更高水平的对外开放格局，坚持稳中求进工作总基调，统筹推进稳增长、促改革、调结构、惠民生、防风险各项工作，保持经济持续健康发展和社会大局稳定。（上接第一版）推动形成更高水平的对外开放格局，坚持稳中求进工作总基调，统筹推进稳增长、促改革、调结构、惠民生、防风险各项工作，保持经济持续健康发展和社会大局稳定。（上接第一版）推动形成更高水平的对外开放格局，坚持稳中求进工作总基调，统筹推进稳增长、促改革、调结构、惠民生、防风险各项工作，保持经济持续健康发展和社会大局稳定。: [8, 537, 48, 656]
person-figure: [108, 276, 124, 311]
person-head: [169, 416, 181, 429]
article-2-title: 确保农民工 及时足额拿到劳动报酬: [8, 214, 67, 227]
feature-caption-1: 上图：书法家为群众现场书写春联，受到群众欢迎。: [260, 323, 315, 326]
bottom-body-col2: （上接第一版）习近平在讲话中指出，党的十八大以来，我们着眼于新时代坚持和发展中国特色社会主义，以前所未有的勇气和定力推进全面从严治党，党内政治生活气象更新，党内政治生态明显好转，党的创造力凝聚力战斗力显著增强，全面从严治党取得重大战略性成果，反腐败斗争压倒性态势已经形成并巩固发展。（上接第一版）习近平在讲话中指出，党的十八大以来，我们着眼于新时代坚持和发展中国特色社会主义，以前所未有的勇气和定力推进全面从严治党，党内政治生活气象更新，党内政治生态明显好转，党的创造力凝聚力战斗力显著增强，全面从严治党取得重大战略性成果，反腐败斗争压倒性态势已经形成并巩固发展。（上接第一版）习近平在讲话中指出，党的十八大以来，我们着眼于新时代坚持和发展中国特色社会主义，以前所未有的勇气和定力推进全面从严治党，党内政治生活气象更新，党内政治生态明显好转，党的创造力凝聚力战斗力显著增强，全面从严治党取得重大战略性成果，反腐败斗争压倒性态势已经形成并巩固发展。（上接第一版）习近平在讲话中指出，党的十八大以来，我们着眼于新时代坚持和发展中国特色社会主义，以前所未有的勇气和定力推进全面从严治党，党内政治生活气象更新，党内政治生态明显好转，党的创造力凝聚力战斗力显著增强，全面从严治党取得重大战略性成果，反腐败斗争压倒性态势已经形成并巩固发展。（上接第一版）习: [151, 617, 197, 673]
slogan-banner: [321, 168, 409, 206]
article-4-body-col2: 昨日，市政协召开2018年度提案办理民主评议会，听取承办单位提案办理工作情况汇报，对提案办理工作进行民主评议，推动提案办理质量和实效进一步提升。昨日，市政协召开2018年度提案办理民主评议会，听取承办单位提案办理工作情况汇报，对提案办理工作进行民主评议，推动提案办理质量和实效进一步提升。昨日，市政协召开2018年度提案办理民主评议会，听取承办单位提案办理工作情况汇报，对提案办理工作进行民主评议，推动提案办理质量和实效进一步提升。昨日，市政协召开2018年度提案办理民主评议会，听取承办单位提案办理工作情况汇报，对提案办理工作进行民主评议，推动提案办理质量和实效进一步提升。昨日，市政协召开2018年度提案办理民主评议会，听取承办单位提案办理工作情况汇报，对提案办理工作进行民主评议，推动提案办理质量和实效进一步提升。昨日，市政协召开2018年度提案办理民主评议会，听取承办单位提案办理工作情况汇报，对提案办理工作进行民主评议，推动提案办理质量和实效进一步提升。昨日，市政协召开2018年度提案办理民主评议会，听取承办单位提案办理工作情况汇报，对提案办理工作进行民主评议，推动提案办理质量和实效进一步提升。昨日，市政协召开2018年度提案办理民主评议会，听取承办单位提案办理工作情况汇报，对提案办理工作进行民主评议，推动提案办理质量和实效进一步提升。昨日，市政协召开2018年度提案办理民主评议会，听取承办单位提案办理工作情况汇报，对提案办理工作进行民主评议，推动提案办理质量和实效进一步提升。昨日，市政协召开2018年度提案办理民主评议会，听取承办单位提案办理工作情况汇报，对提案办理工作进行民主评议，推动提案办理质量和实效进一步提升。昨日，市政协召开2018年度提案办理民主评议会，听取承办单位提案办理工作情况汇报，对提案办理工作进行民主评议，推动提案办理质量和实效进一步提升。昨日，市政协召开2018年度提案办理民主评议会，听取承办单位提案办理工作情况汇报，对提案办理工作进行民主评议，推动提案办理质量和实效进一步提升。昨日，市政协召: [51, 434, 91, 530]
lead-photo: [104, 64, 116, 102]
feature-photo-bottom: [258, 256, 408, 321]
story-divider: [203, 340, 204, 532]
article-1-title: 提升公众场所应急救护能力 切实保护人民群众生命安全: [8, 80, 91, 93]
red-banner: [100, 256, 258, 270]
story-elderly-body-col2: 年过七旬的老张不等不靠，依靠勤劳双手发展种养业，摘掉了贫困帽子。他说，只要肯干，日子一定会越过越红火。在他的带动下，村里不少群众也走上了脱贫致富路。年过七旬的老张不等不靠，依靠勤劳双手发展种养业，摘掉了贫困帽子。他说，只要肯干，日子一定会越过越红火。在他的带动下，村里不少群众也走上了脱贫致富路。年过七旬的老张不等不靠，依靠勤劳双手发展种养业，摘掉了贫困帽子。他说，只要肯干，日子一定会越过越红火。在他的带动下，村里不少群众也走上了脱贫致富路。年过七旬的老张不等不靠，依靠勤劳双手发展种养业，摘掉了贫困帽子。他说，只要肯干，日子一定会越过越红火。在他的带动下，村里不少群众也走上了脱贫致富路。年过七旬的老张不等不靠，依靠勤劳双手发展种养业，摘掉了贫困帽子。他说，只要肯干，日子一定会越过越红火。在他的带动下，村里不少群众也走上了脱贫致富路。年过七旬的老张不等不靠，依靠勤劳双手发展种养业，摘掉了贫困帽子。他说，只要肯干，日子一定会越过越红火。在他的带动下，村里不少: [151, 365, 199, 405]
article-3-body: 近日，市领导带队检查春节前安全生产工作，要求各地各部门严格落实安全生产责任制，加大执法检查力度，消除各类安全隐患，确保人民群众度过一个安全祥和的春节。近日，市领导带队检查春节前安全生产工作，要求各地各部门严格落实安全生产责任制，加大执法检查力度，消除各类安全隐患，确保人民群众度过一个安全祥和的春节。近日，市领导带队检查春节前安全生产工作，要求各地各部门严格落实安全生产责任制，加大执法检查力度，消除各类安全隐患，确保人民群众度过一个安全祥和的春节。近日，市领导带队检查春节前安全生产工作，要求各地各部门严格落实安全生产责任制，加大执法检查力度，消除各类安全隐患，确保人民群众度过一个安全祥和的春节。近日，市领导带队检查春节前安全生产工作，要求各地各部门严格落实安全生产责任制，加大执法检查力度，消除各类安全隐患，确保人民群众度过一个安全祥和的春节。近日，市领导带队检查春节前安全生产工作，要求各地各部门严格落实安全生产责任制，加大执法检查力度，消除各类安全隐患，确保人民群众度过一个安全祥和的春节。近日，市领导带队检查春节前安全生产工作，要求各地各部门严格落实安全生产责任制，加大执法检查力度，消除各类安全隐患，确保人民群众度过一个安全祥和的春节。近日，市领导带队检查春节前安全生产工作，要求各地各部门严格落实安全生产责任制，加大执法检查力度，消除各类安全隐患，确保人民群众度过一个安全祥和的春节。近日，市领导带队检查春节前安全生产工作，要求各地各部门严格落实安全生产责任制，加大执法检查力度，消除各类安全隐患，确保人民群众度过一个安全祥和的春节。近日，市领: [8, 329, 48, 405]
person-figure: [180, 280, 195, 311]
person-figure: [342, 282, 362, 321]
story-elderly-photo: [150, 406, 200, 476]
feature-photo-bottom-left: [100, 313, 256, 331]
person-figure: [368, 278, 388, 321]
story-family-body-col5: 他们是最平凡的一家人，却用几十年如一日的坚守照顾瘫痪在床的亲人，用朴素的行动诠释了孝老爱亲的传统美德，感动了身边的每一个人。他们是最平凡的一家人，却用几十年如一日的坚守照顾瘫痪在床的亲人，用朴素的行动诠释了孝老爱亲的传统美德，感动了身边的每一个人。他们是最平凡的一家人，却用几十年如一日的坚守照顾瘫痪在床的亲人，用朴素的行动诠释了孝老爱亲的传统美德，感动了身边的每一个人。他们是最平凡的一家人，却用几十年如一日的坚守照顾瘫痪在床的亲人，用朴素的行动诠释了孝老爱亲的传统美德，感动了身边的每一个人。他们是最平凡的一家人，却用几十年如一日的坚守照顾瘫痪在床的亲人，用朴素的行动诠释了孝老爱亲的传统美德，感动了身边的每一个人。他们是最平凡的一家人，却用几十年如一日的坚守照顾瘫痪在床的亲人，用朴素的行动诠释了孝老爱亲的传统美德，感动了身边的每一个人。他们是最平凡的一家人，却用几十年如一日的坚守照顾瘫痪在床的亲人，用朴素的行动诠释了孝老爱亲的传统美德，感动了身边的每一个人。他们是最平凡的一家人，却用几十年如一日的坚守照顾瘫痪在床的亲人，用朴素的行动诠释了孝老爱亲的传统美德，感动了身边的每一个人。他们是最平凡的一家人，却用几十年如一日的坚守照顾瘫痪在床的亲人，用朴素的行动诠释了孝老爱亲的传统美德，感动了身边的每一个人。他们是最平凡的一家人，却用几十年如一日的坚守照顾瘫痪在床的亲人，用朴素的行动诠释了孝老爱亲的传统美德，感动了身边的每一个人。他们是最平凡的一家人，却用几十年如一日的坚守照顾瘫痪在床的亲人，用朴素的行动诠释了孝老爱亲的传统美德，感动了身边的每一个人。他们是最平凡的一家人，却用几十年如一日的坚守照顾瘫痪在床的亲人，用朴素的行动诠释了孝老爱亲的传统美德，感动了身边的每一个人。他们是最平凡的一家人，却用几十年如一日的坚守照顾瘫痪在床的亲人，用朴素的行动诠释了孝老爱亲的传统美德，感动了: [367, 420, 408, 510]
masthead-rule-thin: [4, 59, 411, 60]
person-head: [330, 458, 340, 469]
bottom-left-body-col2: （上接第一版）推动形成更高水平的对外开放格局，坚持稳中求进工作总基调，统筹推进稳增长、促改革、调结构、惠民生、防风险各项工作，保持经济持续健康发展和社会大局稳定。（上接第一版）推动形成更高水平的对外开放格局，坚持稳中求进工作总基调，统筹推进稳增长、促改革、调结构、惠民生、防风险各项工作，保持经济持续健康发展和社会大局稳定。（上接第一版）推动形成更高水平的对外开放格局，坚持稳中求进工作总基调，统筹推进稳增长、促改革、调结构、惠民生、防风险各项工作，保持经济持续健康发展和社会大局稳定。（上接第一版）推动形成更高水平的对外开放格局，坚持稳中求进工作总基调，统筹推进稳增长、促改革、调结构、惠民生、防风险各项工作，保持经济持续健康发展和社会大局稳定。（上接第一版）推动形成更高水平的对外开放格局，坚持稳中求进工作总基调，统筹推进稳增长、促改革、调结构、惠民生、防风险各项工作，保持经济持续健康发展和社会大局稳定。（上接第一版）推动形成更高水平的对外开放格局，坚持稳中求进工作总基调，统筹推进稳增长、促改革、调结构、惠民生、防风险各项工作，保持经济持续健康发展和社会大局稳定。（上接第一版）推动形成更高水平的对外开放格局，坚持稳中求进工作总基调，统筹推进稳增长、促改革、调结构、惠民生、防风险各项工作，保持经济持续健康发展和社会大局稳定。（上接第一版）推动形成更高水平的对外开放格局，坚持稳中求进工作总基调，统筹推进稳增长、促改革、调结构、惠民生、防风险各项工作，保持经济持续健康发展和社会大局稳定。（上接第一版）推动形成更高水平的对外开放格局，坚持稳中求进工作总基调，统筹推进稳增长、促改革、调结构、惠民生、防风险各项工作，保持经济持续健康发展和社会大局稳定。（上接第一版）推动形成更高水平的对外开放格局，坚持稳中求进工作总基调，统筹推进稳增长、促改革、调结构、惠民生、防风险各项工作，保持经济持续健康发展和社会大局稳定。（上接第一版）推动形成更高水平的对外开放格局，坚持稳中求进工作总基调，统筹推进稳增长、促改革、调结构、惠民生、防风险各项工作，保持经济持续健康发展和社会大局稳定。（上接第一版）推动形成更高水平的对外开放格局，坚持稳中求进工作总基调，统筹推进稳增长、促改革、调结构、惠民生、防风险各项工作，保持经济持续健康发展和社会大局稳定。（上接第一版）推动形成更高水平的对外开放格局，坚持稳中求进工作总基调，统筹推进稳增长、促改革、调结构、惠民生、防风险各项工作，保持经济持续健康发展和社会大局稳定。: [51, 537, 91, 656]
article-3-byline: 本报讯（记者 ×××）: [8, 326, 32, 329]
lead-body-col1: 本报讯（记者 ××）近年来，确山县坚持以改革创新为动力，着力推动经济高质量发展，不断增进民生福祉。该县深化放管服改革，优化营商环境，推进产业转型升级，加快新型城镇化建设，全面打好三大攻坚战，各项事业取得新成效，群众获得感幸福感安全感不断增强。本报讯（记者 ××）近年来，确山县坚持以改革创新为动力，着力推动经济高质量发展，不断增进民生福祉。该县深化放管服改革，优化营商环境，推进产业转型升级，加快新型城镇化建设，全面打好三大攻坚战，各项事业取得新成效，群众获得感幸福感安全感不断增强。本报讯（记者 ××）近年来，确山县坚持以改革创新为动力，着力推动经济高质量发展，不断增进民生福祉。该县深化放管服改革，优化营商环境，推进产业转型升级，加快新型城镇化建设，全面打好三大攻坚战，各项事业取得新成效，群众获得感幸福感安全感不断增强。本报讯（记者 ××）近年来，确山县坚持以改革创新为动力，着力推动经济高质量发展，不断增进民生福祉。该县深化放管服改革，优化营商环境，推进产业转型升级，加快新型城镇化建设，全面打好三大攻坚战，各项事业取得新成效，群众获得感幸福感安全感不断增强。本报讯（记者 ××）近年来，确山县坚持以改革创新为动力，着力推动经济高质量发展，不断增进民生福祉。该县深化放管服改革，优化营商环境，推进产业转型升级，加快新型城镇化建设，全面打好三大攻坚战，各项事业取得新成效，群众获得感幸福感安全感不断增强。本报讯（记者 ××）近年来，确山县坚持以改革创新为动力，着力推动经济高质量发展，不断增进民生福祉。该县深化放管服改革，优化营商环境，推进产业转型升级，加快新型城镇化建设，全面打好三大攻坚战，各项事业取得新成效，群众获得感幸福感安全感不断增强。本报讯（记者 ××）近年来，确山县坚持以改革创新为动力，着力推动经济高质量发展，不断增进民生福祉。该县深化放管服改革，优化营商环境，推进产业转型升级，加快新型城镇化建设，全面打好三大攻坚战，各项事业取得新成效，群众获得感幸福感安全感不断增强。本报讯（记者 ××）: [157, 104, 195, 205]
person-head: [346, 272, 357, 283]
person-head: [293, 270, 304, 281]
story-family-intro: 他们是最平凡的一家人，却用几十年如一日的坚守照顾瘫痪在床的亲人，用朴素的行动诠释了孝老爱亲的传统美德，感动了身边的每一个人。他们是最平凡的一家人，却用几十年如一日的坚守照顾瘫痪在床的亲人，用朴素的行动诠释了孝老爱亲的传统美德，感动了身边的每一个人。他们是最平凡的一家人，却用几十年如一日的坚守照顾瘫痪在床的亲人，用朴素的行动诠释了孝老爱亲的传统美德，感动了身边的每一个人。他们是最平凡的一家人，却用几十年如一日的坚守照顾瘫痪在床的亲人，用朴素的行动诠释了孝老爱亲的传统美德，感动了身边的每一个人。他们是最平凡的一家人，却用几十年如一日的坚守照顾瘫痪在床的亲人，用朴素的行动诠释了孝老爱亲的传统美德，感动了身边的每一个人。他们是最平凡的一家人，却用几十年如一日的坚守照顾瘫痪在床的亲人，用朴素的行动诠释了孝老爱亲的传统美德，感动了身边的每一个人。他们是最平凡的一家人，却用几十年如一日的坚守照顾瘫痪在床的亲人，用朴素的行动诠释了孝老爱亲的传统美德，感动了身边的每一个人。他们是最平凡的一家人，却用几十年如一日的坚守照顾瘫痪在床的亲人，用朴素的行动诠释了孝老爱亲的传统美德，感动了身边的每一个人。他们是最平凡的一家人，却用几十年如一日的坚守照顾瘫痪在床的亲人，用朴素的行动诠释了孝老爱亲的传统美德，感动了身边的每一个人。他们是最平凡的一家人，: [208, 368, 269, 410]
story-family-photo: [321, 440, 365, 510]
masthead-edition-info: 责任编辑 ×× 美术编辑 ××× 校对 ××: [200, 48, 246, 51]
story-family-body-col2: 他们是最平凡的一家人，却用几十年如一日的坚守照顾瘫痪在床的亲人，用朴素的行动诠释了孝老爱亲的传统美德，感动了身边的每一个人。他们是最平凡的一家人，却用几十年如一日的坚守照顾瘫痪在床的亲人，用朴素的行动诠释了孝老爱亲的传统美德，感动了身边的每一个人。他们是最平凡的一家人，却用几十年如一日的坚守照顾瘫痪在床的亲人，用朴素的行动诠释了孝老爱亲的传统美德，感动了身边的每一个人。他们是最平凡的一家人，却用几十年如一日的坚守照顾瘫痪在床的亲人，用朴素的行动诠释了孝老爱亲的传统美德，感动了身边的每一个人。他们是最平凡的一家人，却用几十年如一日的坚守照顾瘫痪在床的亲人，用朴素的行动诠释了孝老爱亲的传统美德，感动了身边的每一个人。他们是最平凡的一家人，却用几十年如一日的坚守照顾瘫痪在床的亲人，用朴素的行动诠释了孝老爱亲的传统美德，感动了身边的每一个人。他们是最平凡的一家人，却用几十年如一日的坚守照顾瘫痪在床的亲人，用朴素的行动诠释了孝老爱亲的传统美德，感动了身边的每一个人。他们是最平凡的一家人，却用几十年如一日的坚守照顾瘫痪在床的亲人，用朴素的行动诠释了孝老爱亲的传统美德，感动了身边的每一个人。他们是最平凡的一家人，却用几十年如一日的坚守照顾瘫痪在床的亲人，用朴素的行动诠释了孝老爱亲的传统美德，感动了身边的每一个人。他们是最平凡的一家人，却用几十年如一日的坚守照顾瘫痪在床的亲人，用朴素的行动诠释了孝老爱亲的传统美德，感动了身边的每一个人。他们是最平凡的一家人，却用几十年如一日的坚守照顾瘫痪在床的: [321, 368, 363, 438]
bottom-body-col6: （上接第一版）习近平在讲话中指出，党的十八大以来，我们着眼于新时代坚持和发展中国特色社会主义，以前所未有的勇气和定力推进全面从严治党，党内政治生活气象更新，党内政治生态明显好转，党的创造力凝聚力战斗力显著增强，全面从严治党取得重大战略性成果，反腐败斗争压倒性态势已经形成并巩固发展。（上接第一版）习近平在讲话中指出，党的十八大以来，我们着眼于新时代坚持和发展中国特色社会主义，以前所未有的勇气和定力推进全面从严治党，党内政治生活气象更新，党内政治生态明显好转，党的创造力凝聚力战斗力显著增强，全面从严治党取得重大战略性成果，反腐败斗争压倒性态势已经形成并巩固发展。（上接第一版）习近平在讲话中指出，党的十八大以来，我们着眼于新时代坚持和发展中国特色社会主义，以前所未有的勇气和定力推进全面从严治党，党内政治生活气象更新，党内政治生态明显好转，党的创造力凝聚力战斗力显著增强，全面从严治党取得重大战略性成果，反腐败斗争压倒性态势已经形成并巩固发展。（上接第一版）习近平在讲话中指出，党的十八大以来，我们着眼于新时代坚持和发展中国特色社会主义，以前所未有的勇气和定力推进全面从严治党，党内政治生活气象更新，党内政治生态明显好转，党的创造力凝聚力战斗力显著增强，全面从严治党取得重大战略性成果，反腐败斗争压倒性态势已经形成并巩固发展。（上接第一版）习近平在讲话中指出，党的十八大以来，我们着眼于新时代坚持和发展中国特色社会主义，以前所未有的勇气和定力推进全面从严治党，党内政治生活气象更新，党内政治生态明显好转，党的创造力凝聚力战斗力显著增强，全面从严治党取得重大战略性成果，反腐败斗争压倒性态势已经形成并巩固发展。（上接第一版）习近平在讲话中指出，党的十八大以来，我们着眼于新时代坚持和发展中国特色社会主义，以前所未有的勇气和定力推进全面从严治党，党内政治生活气象更新，党内政治生态明显好转，党的创造力凝聚力战斗力显著增强，全面从严治党取得重大战略性成果，反腐败斗争压倒性态势已经形成并巩固发展。（上接第一版）习近平在讲话中指出，党的十八大以来，我们着眼于新时代坚持和发展中国特色社会主义，以前所未有的勇气和定力推进全面从严治党，党内政治生活气象更新，党内政治生态明显好转，党的创造力凝聚力战斗力显著增强，全面从严治党取得重大战略性成果，反腐败斗争压倒性态势已经形成并巩固发展。（上接第一版）习近平在讲话中指出，党的十八大以来，我们着眼于新时代坚持和发展中国特色社会主义，以前所未有的勇气和定力推进全面从严治党，党内政治生活气象更新，党内政治生态明显好转，党的创造力凝聚力战斗力显著增强，全面从严治党取得重大战略性成果，反腐败斗争压倒性态势已经形成并巩固发展。（上接第一版）习近平在讲话中指出，党的十八大以来，我们着眼于新时代坚持和发展中国特色社会主义，以前所未有的勇气和定力推进全面从严治党，党内政治生活气象更新，党内政治生态明显好转，党的创造力凝聚力战斗力显著增强，全面从严治党取得重大战略性成果，反腐败斗争压倒性态势已经形成并巩固发展。（上接第一版）习近平在讲话中指出，党的十八大以来，我们着眼于新时代坚持和发展中国特色社会主义，以前所未有的勇气和定力推进全面从严治党，党内政治生活气象更新，党内政治生态明显好转，党的创造力凝聚力战斗力显著增: [359, 550, 409, 673]
story-elderly-body-col1: 年过七旬的老张不等不靠，依靠勤劳双手发展种养业，摘掉了贫困帽子。他说，只要肯干，日子一定会越过越红火。在他的带动下，村里不少群众也走上了脱贫致富路。年过七旬的老张不等不靠，依靠勤劳双手发展种养业，摘掉了贫困帽子。他说，只要肯干，日子一定会越过越红火。在他的带动下，村里不少群众也走上了脱贫致富路。年过七旬的老张不等不靠，依靠勤劳双手发展种养业，摘掉了贫困帽子。他说，只要肯干，日子一定会越过越红火。在他的带动下，村里不少群众也走上了脱贫致富路。年过七旬的老张不等不靠，依靠勤劳双手发展种养业，摘掉了贫困帽子。他说，只要肯干，日子一定会越过越红火。在他的带动下，村里不少群众也走上了脱贫致富路。年过七旬的老张不等不靠，依靠勤劳双手发展种养业，摘掉了贫困帽子。他说，只要肯干，日子一定会越过越红火。在他的带动下，村里不少群众也走上了脱贫致富路。年过七旬的老张不等不靠，依靠勤劳双手发展种养业，摘掉了贫困帽子。他说，只要肯干，日子一定会越过越红火。在他的带动下，村里不少群众也走上了脱贫致富路。年过七旬的老张不等不靠，依靠勤劳双手发展种养业，摘掉了贫困帽子。他说，只要肯干，日子一定会越过越红火。在他的带动下，村里不少群众也走上了脱贫致富路。年过七旬的老张不等不靠，依靠勤劳双手发展种养业，摘掉了贫困帽子。他说，只要肯干，日子一定会越过越红火。在他的带动下，村里不少群众也走上了脱贫致富路。年过七旬的老张不等不靠，依靠勤劳双手发展种养业，摘掉了贫困帽子。他说，只要肯干，日子一定会越过越红火。在他的带动下，村里不少群众也走上了脱贫致富路。年过七旬的老张不等不靠，依靠勤劳双手发展种养业，摘掉了贫困帽子。他说，只要肯干，日子一定会越过越红火。在他的带动下，村里不少群众也走上了脱贫致富路。年过七旬的老张不等不靠，依靠勤劳双手发展种养业，摘掉了贫困帽子。他说，只要肯干，日子一定会越过越红火。在他的带动下，村里不少群众也走上了脱贫致富路。年过七旬的老张不等不靠，依靠勤劳双手发展种养业，摘掉了贫困帽子。他说，只要肯干，日子一定会越过越红火。在他的带动下，村里不少群众也走上了脱贫致富路。年过七旬的老张不等不靠，依靠勤劳双手发展种养业，摘掉了贫困帽子。他说，只要肯干，日子一定会越过越红火。在他的带动下，村里不少群众也走上了脱贫致富路。: [100, 365, 148, 457]
person-figure: [164, 583, 184, 615]
person-head: [112, 116, 122, 127]
